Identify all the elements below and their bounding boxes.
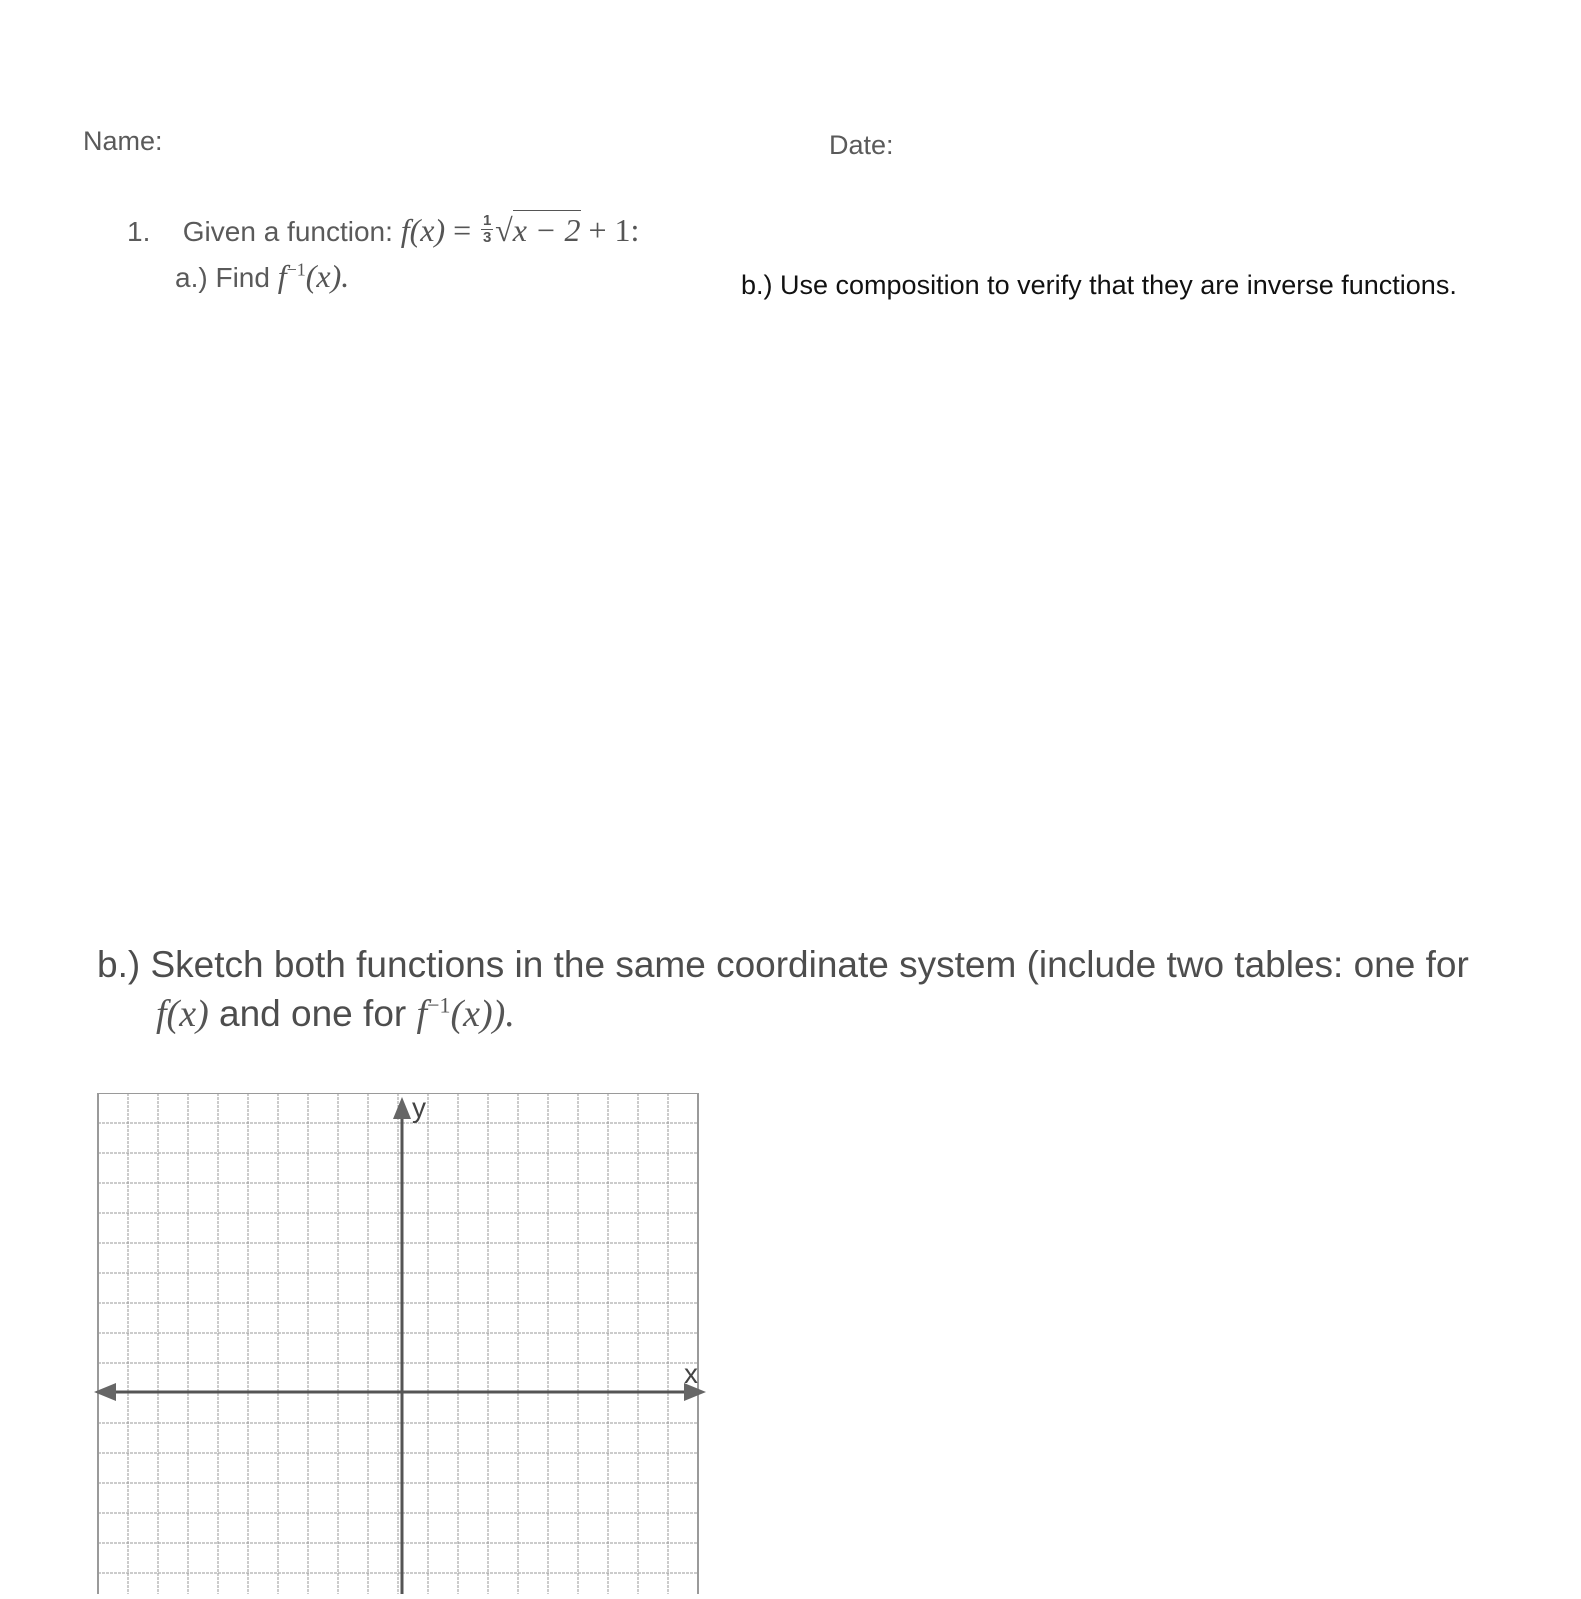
fraction-denominator: 3 (482, 229, 492, 247)
sketch-inverse-exponent: −1 (427, 992, 451, 1018)
y-axis-up-arrow-icon (393, 1097, 411, 1119)
fraction-one-third (481, 213, 493, 246)
sketch-prompt-line2 (156, 992, 515, 1036)
sketch-label: b.) (97, 944, 141, 985)
inverse-arg: (x). (305, 258, 350, 294)
question-1-text: Given a function: (182, 216, 393, 247)
part-b-composition-prompt: b.) Use composition to verify that they are inverse functions. (741, 270, 1457, 300)
function-lhs: f(x) (400, 212, 446, 248)
part-a-label: a.) (175, 262, 208, 293)
name-label: Name: (83, 126, 163, 156)
radicand: x − 2 (512, 212, 581, 248)
fraction-numerator: 1 (482, 212, 492, 230)
sketch-inverse (417, 993, 515, 1035)
grid-lines (98, 1093, 698, 1594)
coordinate-grid[interactable] (92, 1093, 712, 1599)
axes (94, 1093, 706, 1594)
radical-sign: √ (495, 212, 513, 248)
function-definition (401, 212, 640, 248)
part-a-text: Find (215, 262, 270, 293)
sketch-inverse-f: f (416, 993, 428, 1035)
inverse-f: f (277, 258, 287, 294)
sketch-text: Sketch both functions in the same coordinate system (include two tables: one for (150, 944, 1469, 985)
part-a-prompt (175, 258, 349, 295)
question-number: 1. (127, 216, 151, 247)
function-suffix: + 1: (588, 212, 640, 248)
inverse-exponent: −1 (286, 259, 306, 280)
inverse-function (278, 258, 350, 294)
equals-sign: = (453, 212, 472, 248)
y-axis-label: y (412, 1093, 426, 1123)
x-axis-label: x (684, 1358, 698, 1389)
sketch-prompt-line1 (97, 944, 1469, 986)
date-label: Date: (829, 130, 894, 160)
sketch-f-of-x: f(x) (156, 993, 209, 1035)
sketch-inverse-arg: (x)). (450, 993, 515, 1035)
coordinate-grid-svg[interactable] (92, 1093, 712, 1594)
question-1-prompt (127, 212, 639, 250)
sketch-line2-text: and one for (219, 993, 407, 1034)
